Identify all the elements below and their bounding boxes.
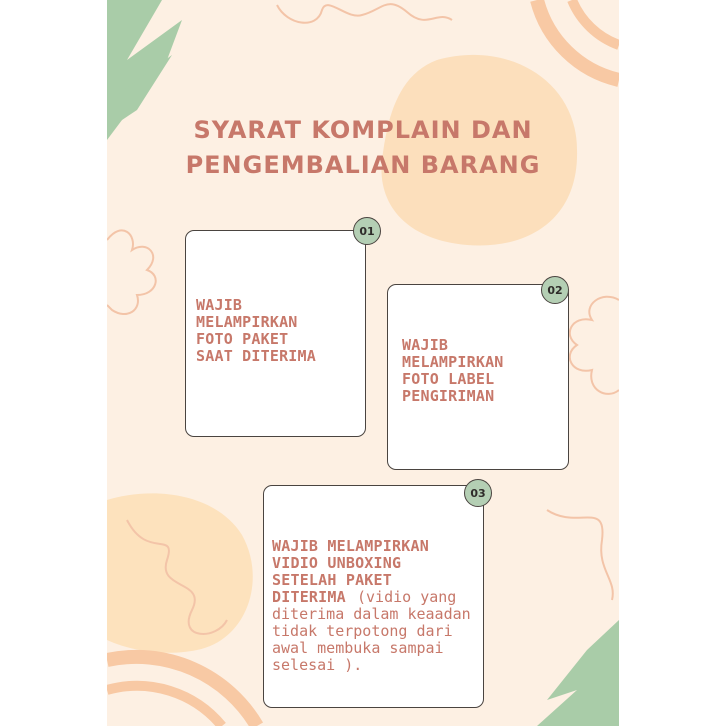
- scribble-bottom-right: [547, 510, 613, 600]
- peach-arc-bottom-2: [107, 686, 222, 726]
- card-3-text: WAJIB MELAMPIRKAN VIDIO UNBOXING SETELAH PAKET DITERIMA: [272, 537, 429, 606]
- page-title-line-2: PENGEMBALIAN BARANG: [185, 151, 541, 179]
- card-1-number-badge: 01: [353, 217, 381, 245]
- leaf-outline-left: [107, 230, 156, 314]
- card-3-number-badge: 03: [464, 479, 492, 507]
- peach-arc-top-2: [572, 0, 619, 45]
- card-3-subtext: (vidio yang: [357, 588, 457, 606]
- leaf-outline-right: [570, 297, 619, 394]
- poster: [107, 0, 619, 726]
- card-2-number-badge: 02: [541, 276, 569, 304]
- card-2-text: WAJIB MELAMPIRKAN FOTO LABEL PENGIRIMAN: [402, 336, 504, 405]
- requirement-card-1: [185, 230, 366, 437]
- card-1-text: WAJIB MELAMPIRKAN FOTO PAKET SAAT DITERIMA: [196, 296, 316, 365]
- card-3-subtext-rest: diterima dalam keaadan tidak terpotong dari awal membuka sampai selesai ).: [272, 605, 471, 674]
- green-brush-bottom: [537, 620, 619, 726]
- blob-shape-bottom: [107, 493, 253, 652]
- requirement-card-2: [387, 284, 569, 470]
- requirement-card-3: [263, 485, 484, 708]
- scribble-top: [277, 4, 452, 23]
- page-title-line-1: SYARAT KOMPLAIN DAN: [193, 116, 533, 144]
